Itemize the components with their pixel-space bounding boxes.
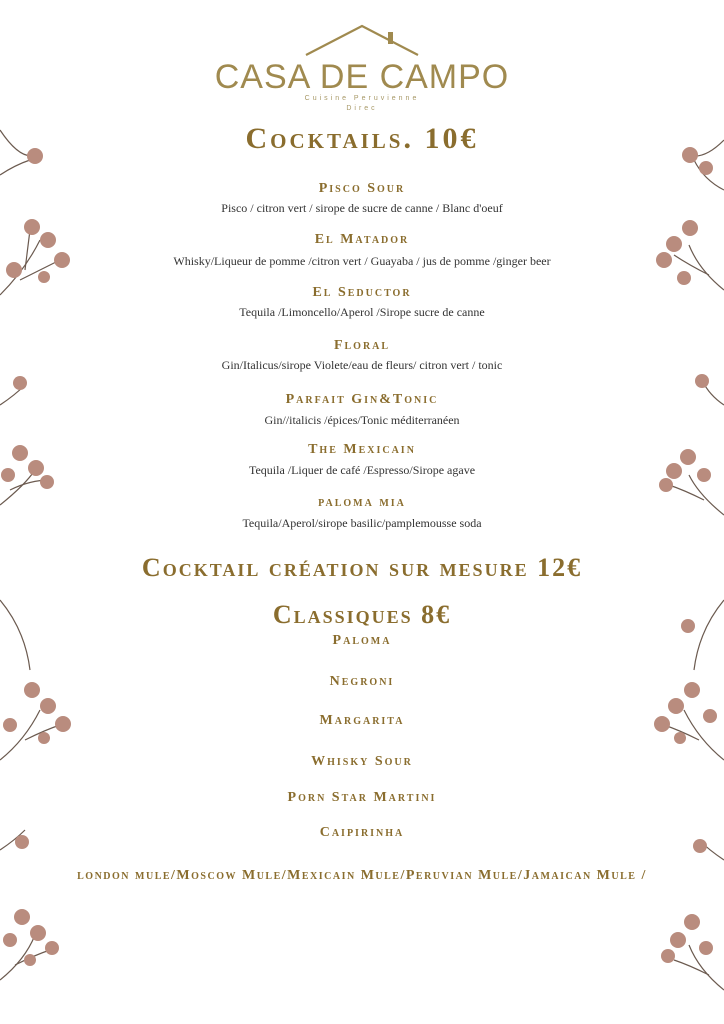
classic-item: Whisky Sour	[311, 754, 413, 769]
logo	[0, 22, 724, 118]
cocktail-desc: Gin/Italicus/sirope Violete/eau de fleurs/ citron vert / tonic	[221, 358, 503, 372]
cocktail-desc: Tequila /Liquer de café /Espresso/Sirope agave	[248, 463, 476, 477]
cocktail-desc: Pisco / citron vert / sirope de sucre de canne / Blanc d'oeuf	[221, 201, 503, 215]
house-roof-icon	[300, 22, 424, 58]
cocktail-name: The Mexicain	[308, 442, 416, 457]
berry-branch-icon	[644, 830, 724, 1000]
cocktail-desc: Gin//italicis /épices/Tonic méditerranéen	[264, 413, 460, 427]
classiques-title: Classiques 8€	[272, 600, 452, 629]
cocktail-name: Pisco Sour	[318, 181, 406, 196]
classic-item: Porn Star Martini	[287, 790, 437, 805]
berry-branch-icon	[0, 120, 80, 310]
brand-subtitle: Cuisine Peruvienne	[304, 95, 420, 102]
berry-branch-icon	[0, 365, 80, 515]
cocktail-desc: Whisky/Liqueur de pomme /citron vert / Guayaba / jus de pomme /ginger beer	[173, 254, 551, 268]
berry-branch-icon	[644, 130, 724, 300]
berry-branch-icon	[0, 590, 80, 770]
creation-title: Cocktail création sur mesure 12€	[141, 553, 583, 582]
mules-list: london mule/Moscow Mule/Mexicain Mule/Peruvian Mule/Jamaican Mule /	[77, 868, 647, 883]
classic-item: Negroni	[329, 674, 395, 689]
cocktail-name: paloma mia	[318, 495, 406, 510]
cocktail-name: Parfait Gin&Tonic	[285, 392, 439, 407]
cocktail-desc: Tequila/Aperol/sirope basilic/pamplemousse soda	[242, 516, 482, 530]
classic-item: Caipirinha	[319, 825, 405, 840]
cocktail-desc: Tequila /Limoncello/Aperol /Sirope sucre de canne	[239, 305, 485, 319]
brand-subtitle-2: Direc	[346, 105, 378, 112]
berry-branch-icon	[644, 365, 724, 525]
classic-item: Margarita	[319, 713, 405, 728]
cocktail-name: El Seductor	[312, 285, 412, 300]
cocktails-title: Cocktails. 10€	[245, 122, 479, 155]
classic-item: Paloma	[332, 633, 392, 648]
cocktail-name: El Matador	[314, 232, 410, 247]
berry-branch-icon	[0, 820, 80, 990]
cocktail-name: Floral	[333, 338, 391, 353]
berry-branch-icon	[644, 590, 724, 770]
brand-name: CASA DE CAMPO	[214, 58, 510, 96]
